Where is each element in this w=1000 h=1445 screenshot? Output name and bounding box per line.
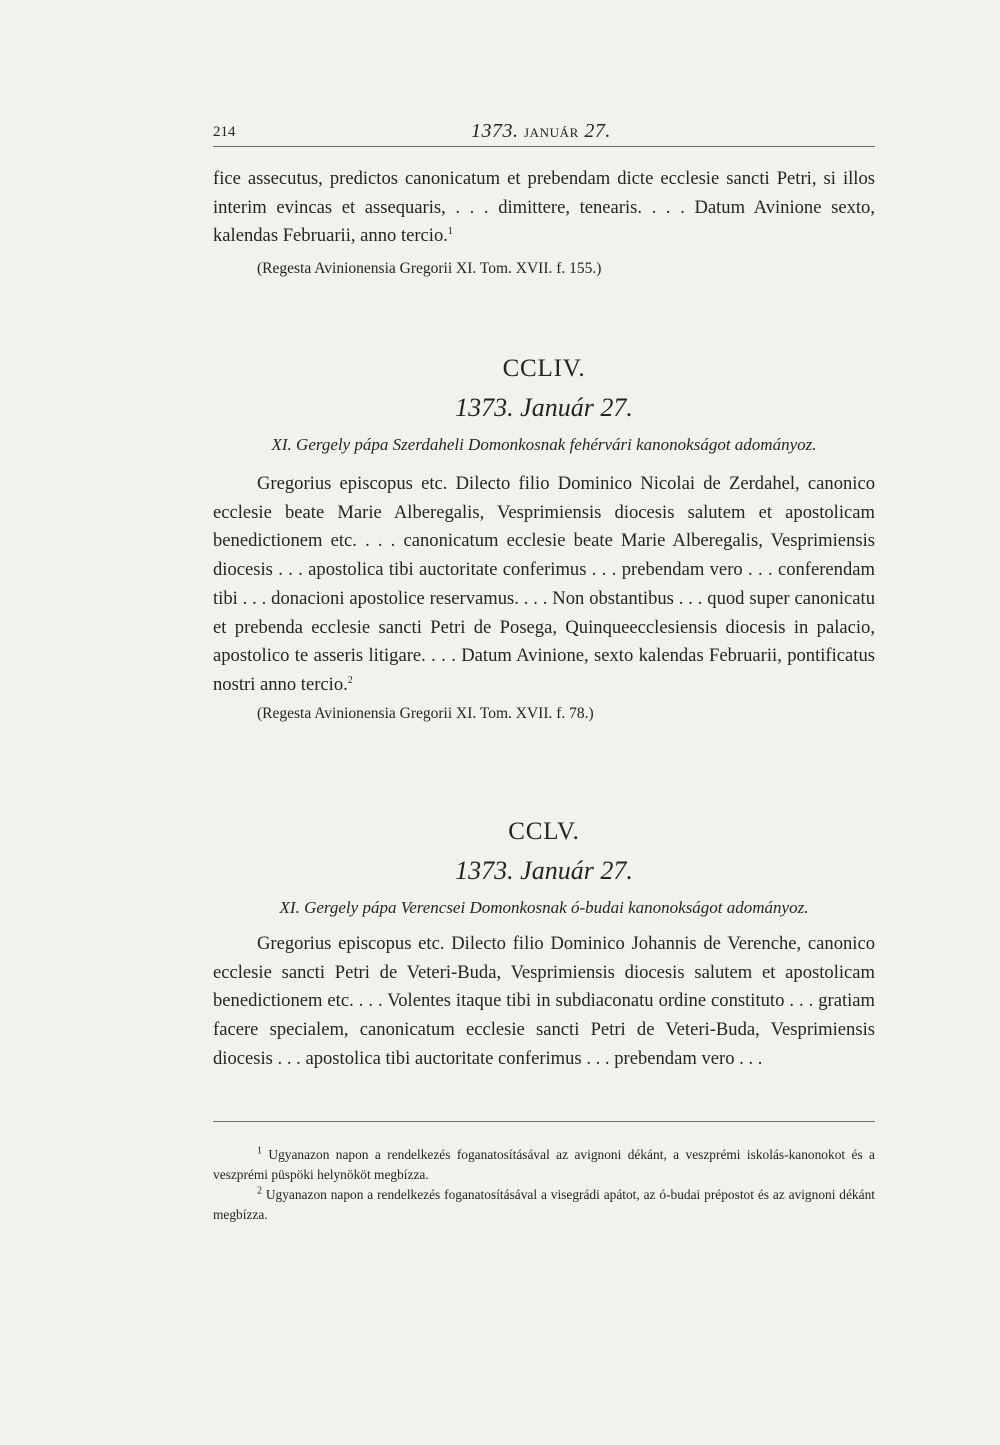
document-255 [213, 818, 875, 1074]
running-title-day: 27. [584, 120, 611, 142]
document-number: CCLIV. [502, 355, 586, 382]
footnote-text: Ugyanazon napon a rendelkezés foganatosításával a visegrádi apátot, az ó-budai prépostot és az avignoni dékánt megbízza. [213, 1187, 875, 1222]
previous-document-end [213, 165, 875, 280]
footnote-ref-2: 2 [347, 674, 353, 686]
footnotes [213, 1145, 875, 1225]
footnote-2 [213, 1185, 875, 1225]
document-date: 1373. Január 27. [455, 856, 633, 885]
document-summary: XI. Gergely pápa Szerdaheli Domonkosnak fehérvári kanonokságot adományoz. [271, 435, 817, 454]
source-citation: (Regesta Avinionensia Gregorii XI. Tom. XVII. f. 155.) [257, 260, 602, 278]
document-body: Gregorius episcopus etc. Dilecto filio Dominico Johannis de Verenche, canonico ecclesie sancti Petri de Veteri-Buda, Vesprimiensis diocesis salutem et apostolicam benedictionem etc. . . . Volentes itaque tibi in subdiaconatu ordine constituto . . . gratiam facere specialem, canonicatum ecclesie sancti Petri de Veteri-Buda, Vesprimiensis diocesis . . . apostolica tibi auctoritate conferimus . . . prebendam vero . . . [213, 933, 875, 1069]
running-title-year: 1373. [471, 120, 519, 142]
document-summary: XI. Gergely pápa Verencsei Domonkosnak ó-budai kanonokságot adományoz. [279, 898, 809, 917]
footnote-divider [213, 1121, 875, 1122]
page-number: 214 [213, 124, 236, 140]
footnote-1 [213, 1145, 875, 1185]
document-254 [213, 355, 875, 725]
footnote-text: Ugyanazon napon a rendelkezés foganatosításával az avignoni dékánt, a veszprémi iskolás-kanonokot és a veszprémi püspöki helynököt megbízza. [213, 1147, 875, 1182]
running-head [213, 120, 875, 147]
continuation-paragraph [213, 165, 875, 251]
document-date: 1373. Január 27. [455, 393, 633, 422]
footnote-ref-1: 1 [447, 226, 453, 238]
body-text: Gregorius episcopus etc. Dilecto filio Dominico Nicolai de Zerdahel, canonico ecclesie beate Marie Alberegalis, Vesprimiensis diocesis salutem et apostolicam benedictionem etc. . . . canonicatum ecclesie beate Marie Alberegalis, Vesprimiensis diocesis . . . apostolica tibi auctoritate conferimus . . . prebendam vero . . . conferendam tibi . . . donacioni apostolice reservamus. . . . Non obstantibus . . . quod super canonicatu et prebenda ecclesie sancti Petri de Posega, Quinqueecclesiensis diocesis in palacio, apostolico te asseris litigare. . . . Datum Avinione, sexto kalendas Februarii, pontificatus nostri anno tercio. [213, 473, 875, 695]
document-body [213, 470, 875, 700]
footnote-mark: 2 [257, 1185, 262, 1197]
document-number: CCLV. [508, 818, 580, 845]
running-title [471, 120, 611, 143]
running-title-month: JANUÁR [524, 125, 579, 140]
source-citation: (Regesta Avinionensia Gregorii XI. Tom. XVII. f. 78.) [257, 704, 594, 722]
continuation-text: fice assecutus, predictos canonicatum et prebendam dicte ecclesie sancti Petri, si illos interim evincas et assequaris, . . . dimittere, tenearis. . . . Datum Avinione sexto, kalendas Februarii, anno tercio. [213, 168, 875, 247]
footnote-mark: 1 [257, 1145, 262, 1157]
